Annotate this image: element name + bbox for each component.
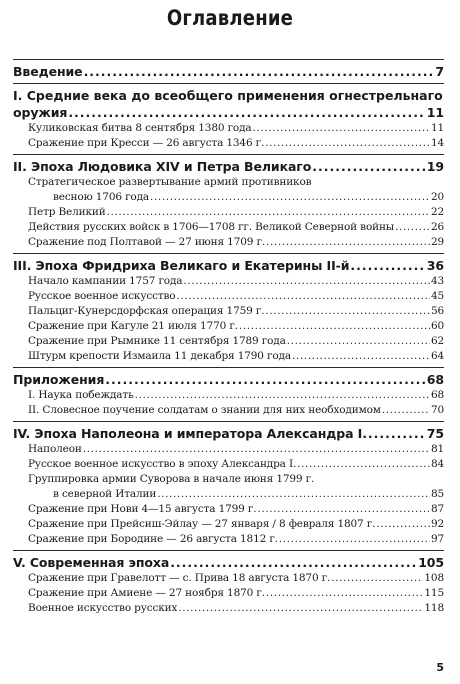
toc-item-title: Штурм крепости Измаила 11 декабря 1790 года <box>28 350 291 362</box>
toc-heading-page: 7 <box>435 64 444 79</box>
toc-item[interactable] <box>13 220 444 235</box>
toc-item-title: Сражение при Бородине — 26 августа 1812 г. <box>28 533 278 545</box>
dot-leader <box>350 257 425 274</box>
page-title: Оглавление <box>166 6 294 30</box>
toc-item[interactable] <box>13 304 444 319</box>
toc-item[interactable] <box>13 274 444 289</box>
toc-item-title: Русское военное искусство <box>28 290 176 302</box>
toc-item[interactable] <box>13 121 444 136</box>
toc-item-page: 84 <box>430 458 444 470</box>
dot-leader <box>150 190 430 205</box>
toc-item-page: 81 <box>430 443 444 455</box>
dot-leader <box>105 371 426 388</box>
toc-item-page: 62 <box>430 335 444 347</box>
toc-heading[interactable] <box>13 104 444 121</box>
toc-item-title: Сражение при Кресси — 26 августа 1346 г. <box>28 137 265 149</box>
toc-item[interactable] <box>13 442 444 457</box>
dot-leader <box>266 235 430 250</box>
dot-leader <box>287 334 430 349</box>
toc-item-page: 115 <box>424 587 444 599</box>
toc-section-1 <box>13 84 444 154</box>
toc-item-page: 92 <box>430 518 444 530</box>
toc-item-page: 60 <box>430 320 444 332</box>
dot-leader <box>183 274 430 289</box>
toc-item-page: 14 <box>430 137 444 149</box>
dot-leader <box>253 121 430 136</box>
dot-leader <box>178 601 423 616</box>
toc-item[interactable] <box>13 190 444 205</box>
dot-leader <box>395 220 430 235</box>
toc-item[interactable] <box>13 136 444 151</box>
dot-leader <box>279 532 430 547</box>
dot-leader <box>84 63 435 80</box>
toc-item-page: 56 <box>430 305 444 317</box>
toc-item-title: Военное искусство русских <box>28 602 178 614</box>
dot-leader <box>382 403 430 418</box>
dot-leader <box>83 442 430 457</box>
dot-leader <box>135 388 430 403</box>
toc-heading[interactable] <box>13 425 444 442</box>
toc-item-title: Сражение при Нови 4—15 августа 1799 г. <box>28 503 257 515</box>
toc-heading-page: 68 <box>426 372 444 387</box>
dot-leader <box>239 319 430 334</box>
toc-item-title: Действия русских войск в 1706—1708 гг. Великой Северной войны <box>28 221 395 233</box>
dot-leader <box>170 554 417 571</box>
toc-item-page: 11 <box>430 122 444 134</box>
dot-leader <box>376 517 430 532</box>
dot-leader <box>331 571 423 586</box>
toc-heading-title: III. Эпоха Фридриха Великаго и Екатерины II-й <box>13 258 350 273</box>
toc-item-page: 70 <box>430 404 444 416</box>
toc-item[interactable] <box>13 571 444 586</box>
toc-item-page: 85 <box>430 488 444 500</box>
toc-heading[interactable] <box>13 554 444 571</box>
toc-item[interactable] <box>13 403 444 418</box>
toc-item[interactable] <box>13 487 444 502</box>
dot-leader <box>297 457 430 472</box>
toc-heading-page: 11 <box>426 105 444 120</box>
toc-section-3 <box>13 254 444 367</box>
toc-item-title: Сражение под Полтавой — 27 июня 1709 г. <box>28 236 266 248</box>
toc-item-title: весною 1706 года <box>53 191 150 203</box>
toc-item-page: 43 <box>430 275 444 287</box>
toc-item-title: Сражение при Гравелотт — с. Прива 18 августа 1870 г. <box>28 572 331 584</box>
toc-item[interactable] <box>13 319 444 334</box>
toc-item-title: Сражение при Кагуле 21 июля 1770 г. <box>28 320 238 332</box>
toc-item-title: Сражение при Рымнике 11 сентября 1789 года <box>28 335 286 347</box>
dot-leader <box>257 502 430 517</box>
toc-item-title: Пальциг-Кунерсдорфская операция 1759 г. <box>28 305 265 317</box>
toc-item-page: 87 <box>430 503 444 515</box>
toc-section-4 <box>13 422 444 550</box>
toc-item-line[interactable]: Группировка армии Суворова в начале июня 1799 г. <box>28 473 315 485</box>
toc-heading[interactable] <box>13 257 444 274</box>
toc-item-title: в северной Италии <box>53 488 157 500</box>
toc-item-page: 45 <box>430 290 444 302</box>
toc-section-2 <box>13 155 444 253</box>
toc-heading-title: V. Современная эпоха <box>13 555 170 570</box>
toc-item-title: Сражение при Амиене — 27 ноября 1870 г. <box>28 587 265 599</box>
toc-item-page: 22 <box>430 206 444 218</box>
toc-item-page: 29 <box>430 236 444 248</box>
toc-item[interactable] <box>13 334 444 349</box>
toc-item-title: Куликовская битва 8 сентября 1380 года <box>28 122 252 134</box>
toc-item[interactable] <box>13 235 444 250</box>
toc-item-page: 64 <box>430 350 444 362</box>
toc-item-title: Русское военное искусство в эпоху Александра I. <box>28 458 297 470</box>
page-number: 5 <box>436 661 444 674</box>
toc-item[interactable] <box>13 502 444 517</box>
toc-item[interactable] <box>13 349 444 364</box>
dot-leader <box>176 289 430 304</box>
dot-leader <box>368 425 426 442</box>
dot-leader <box>107 205 430 220</box>
toc-heading-page: 19 <box>426 159 444 174</box>
toc-item-title: Петр Великий <box>28 206 106 218</box>
dot-leader <box>312 158 426 175</box>
dot-leader <box>68 104 425 121</box>
toc-item-title: I. Наука побеждать <box>28 389 134 401</box>
toc-heading[interactable] <box>13 371 444 388</box>
toc-section-5 <box>13 551 444 619</box>
dot-leader <box>265 304 430 319</box>
toc-item[interactable] <box>13 517 444 532</box>
toc-item-page: 108 <box>424 572 444 584</box>
toc-item-page: 26 <box>430 221 444 233</box>
dot-leader <box>266 586 423 601</box>
toc-item-title: Начало кампании 1757 года <box>28 275 183 287</box>
toc-heading-page: 36 <box>426 258 444 273</box>
toc-item-title: Наполеон <box>28 443 82 455</box>
toc-heading-title: II. Эпоха Людовика XIV и Петра Великаго <box>13 159 312 174</box>
toc-item[interactable] <box>13 289 444 304</box>
toc-item[interactable] <box>13 457 444 472</box>
toc-item[interactable] <box>13 205 444 220</box>
toc-item-title: II. Словесное поучение солдатам о знании для них необходимом <box>28 404 381 416</box>
toc-heading[interactable] <box>13 63 444 80</box>
toc-item-line[interactable]: Стратегическое развертывание армий противников <box>28 176 312 188</box>
dot-leader <box>157 487 430 502</box>
dot-leader <box>265 136 430 151</box>
toc-heading-title: оружия <box>13 105 68 120</box>
toc-item[interactable] <box>13 388 444 403</box>
toc-item-page: 68 <box>430 389 444 401</box>
toc-item-title: Сражение при Прейсиш-Эйлау — 27 января / 8 февраля 1807 г. <box>28 518 376 530</box>
toc-section-intro <box>13 60 444 83</box>
toc-heading-title: Приложения <box>13 372 105 387</box>
toc-heading-title: Введение <box>13 64 83 79</box>
toc-item[interactable] <box>13 532 444 547</box>
toc-heading-title: IV. Эпоха Наполеона и императора Александра I. <box>13 426 367 441</box>
toc-heading[interactable] <box>13 158 444 175</box>
toc-section-appendix <box>13 368 444 421</box>
toc-heading-page: 105 <box>418 555 444 570</box>
toc-item-page: 118 <box>424 602 444 614</box>
toc-heading-page: 75 <box>426 426 444 441</box>
toc-item-page: 20 <box>430 191 444 203</box>
toc-heading-line[interactable]: I. Средние века до всеобщего применения огнестрельнаго <box>13 88 443 103</box>
toc-item[interactable] <box>13 601 444 616</box>
dot-leader <box>292 349 430 364</box>
table-of-contents <box>13 59 444 619</box>
toc-item[interactable] <box>13 586 444 601</box>
toc-item-page: 97 <box>430 533 444 545</box>
